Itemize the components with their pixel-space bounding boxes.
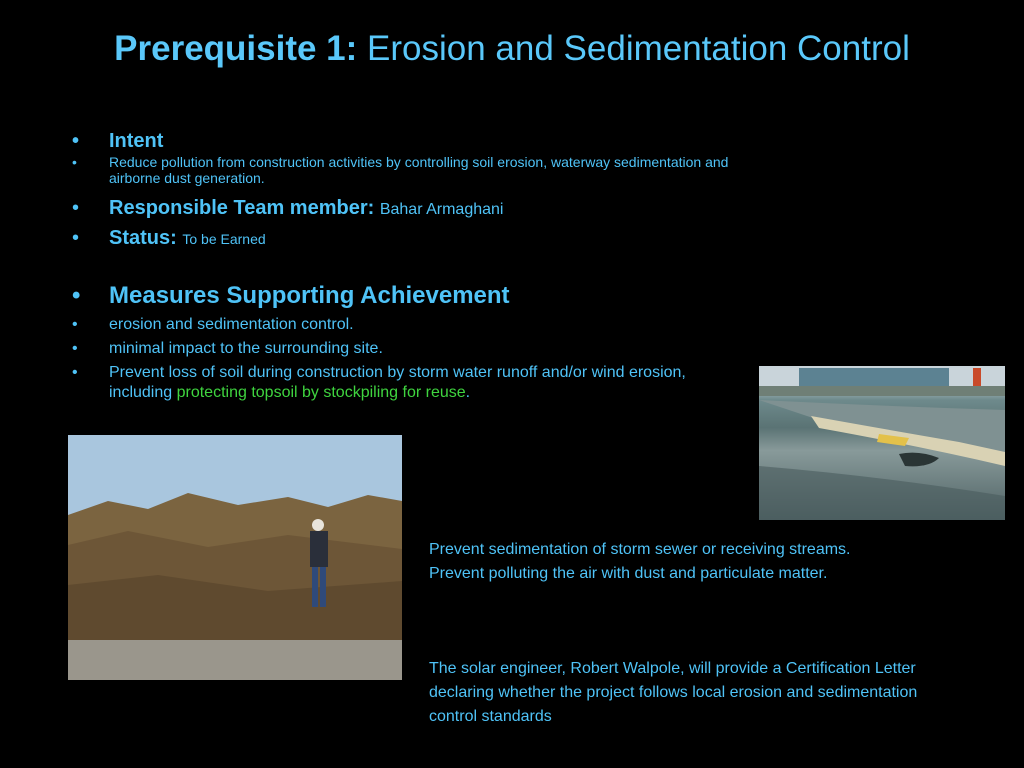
topsoil-prefix: Prevent loss of soil during construction by storm water runoff and/or wind erosion, including	[109, 364, 686, 401]
caption-sedimentation	[429, 538, 851, 586]
soil-stockpile-photo	[68, 435, 402, 680]
team-label: Responsible Team member:	[109, 197, 375, 219]
team-value: Bahar Armaghani	[379, 201, 504, 218]
intent-heading: • Intent	[70, 128, 770, 154]
storm-drain-illustration	[759, 366, 1005, 520]
caption2-line1: The solar engineer, Robert Walpole, will provide a Certification Letter	[429, 660, 916, 677]
storm-drain-photo	[759, 366, 1005, 520]
title-bold: Prerequisite 1:	[114, 29, 358, 68]
measures-heading: • Measures Supporting Achievement	[70, 281, 770, 311]
caption1-line2: Prevent polluting the air with dust and particulate matter.	[429, 565, 828, 582]
team-bullet	[70, 194, 770, 224]
caption2-line2: declaring whether the project follows local erosion and sedimentation	[429, 684, 918, 701]
status-value: To be Earned	[182, 231, 266, 247]
status-label: Status:	[109, 227, 177, 249]
measure-item-topsoil	[70, 363, 749, 403]
caption1-line1: Prevent sedimentation of storm sewer or receiving streams.	[429, 541, 851, 558]
soil-stockpile-illustration	[68, 435, 402, 680]
measure-item: • minimal impact to the surrounding site.	[70, 339, 770, 359]
topsoil-suffix: .	[465, 384, 471, 401]
topsoil-highlight: protecting topsoil by stockpiling for reuse	[176, 384, 466, 401]
status-bullet	[70, 224, 770, 253]
title-rest: Erosion and Sedimentation Control	[367, 29, 910, 68]
bullet-list	[70, 128, 770, 403]
caption-certification	[429, 657, 917, 729]
slide-title	[80, 26, 944, 72]
measure-item: • erosion and sedimentation control.	[70, 315, 770, 335]
caption2-line3: control standards	[429, 708, 552, 725]
intent-text: • Reduce pollution from construction activities by controlling soil erosion, waterway sedimentation and airborne dust generation.	[70, 154, 770, 186]
